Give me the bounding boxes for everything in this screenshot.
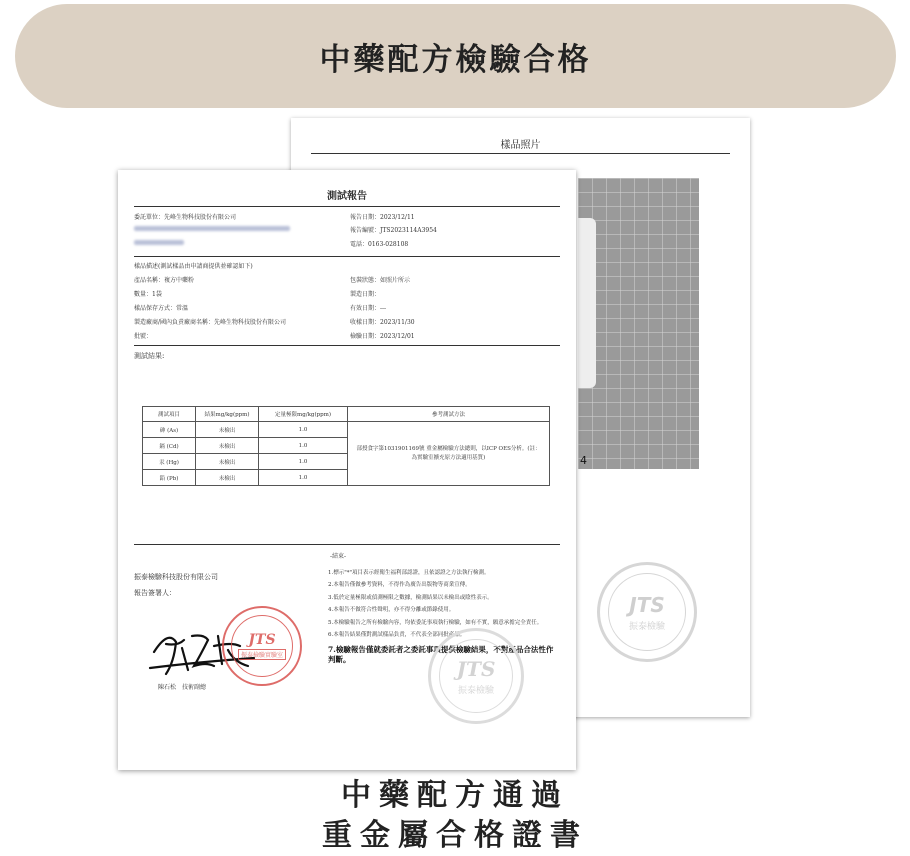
title-banner (15, 4, 896, 108)
column-header: 結果mg/kg(ppm) (196, 407, 259, 422)
batch-field: 批號： (134, 333, 153, 340)
result-value: 未檢出 (196, 438, 259, 454)
results-table (142, 406, 550, 486)
limit-value: 1.0 (259, 470, 348, 486)
tested-date-field: 檢驗日期：2023/12/01 (350, 333, 415, 340)
note-item: 1.標示"*"項目表示經衛生福利部認證，且依認證之方法執行檢測。 (328, 570, 490, 576)
result-value: 未檢出 (196, 470, 259, 486)
quantity-field: 數量：1袋 (134, 291, 162, 298)
divider (134, 206, 560, 207)
test-item: 砷 (As) (143, 422, 196, 438)
seal-ring (231, 615, 293, 677)
received-date-field: 收樣日期：2023/11/30 (350, 319, 415, 326)
storage-field: 樣品保存方式：常溫 (134, 305, 189, 312)
seal-ring (439, 639, 513, 713)
end-label: -結束- (330, 553, 347, 560)
photo-sheet-title: 樣品照片 (500, 140, 541, 151)
note-item: 2.本報告僅做參考資料，不得作為廣告出版物等商業宣傳。 (328, 582, 471, 589)
caption-line-1: 中藥配方通過 (341, 778, 569, 813)
divider (134, 544, 560, 545)
seal-ring (608, 573, 686, 651)
note-item: 4.本報告不做符合性聲明，亦不得分離或節錄使用。 (328, 607, 455, 614)
banner-title: 中藥配方檢驗合格 (319, 41, 592, 78)
seal-text: 振泰檢驗 (628, 621, 665, 632)
column-header: 測試項目 (143, 407, 196, 422)
table-row (143, 422, 550, 438)
redacted-address (134, 226, 290, 231)
test-method: 部授食字第1031901169號 重金屬檢驗方法總則，以ICP OES分析。(註：為實驗室擴充原方法適用基質) (348, 422, 550, 486)
note-item: 3.低於定量極限或偵測極限之數據，檢測結果以未檢出或陰性表示。 (328, 594, 493, 601)
mfg-date-field: 製造日期： (350, 291, 381, 298)
seal-logo: JTS (248, 632, 276, 648)
packaging-field: 包裝狀態：如照片所示 (350, 277, 411, 284)
report-date-field: 報告日期：2023/12/11 (350, 214, 415, 221)
result-value: 未檢出 (196, 422, 259, 438)
column-header: 定量極限mg/kg(ppm) (259, 407, 348, 422)
test-item: 鉛 (Pb) (143, 470, 196, 486)
sample-photo (578, 178, 699, 469)
bottom-caption (0, 776, 910, 856)
manufacturer-field: 製造廠商/國內負責廠商名稱：先峰生物科技股份有限公司 (134, 319, 287, 326)
client-field: 委託單位：先峰生物科技股份有限公司 (134, 214, 237, 221)
seal-logo: JTS (456, 656, 496, 681)
caption-line-2: 重金屬合格證書 (322, 818, 588, 853)
limit-value: 1.0 (259, 438, 348, 454)
lab-seal (222, 606, 302, 686)
note-item-highlight: 7.檢驗報告僅就委託者之委託事項提供檢驗結果，不對產品合法性作判斷。 (328, 644, 554, 665)
phone-field: 電話：0163-028108 (350, 241, 409, 248)
expiry-field: 有效日期：--- (350, 305, 387, 312)
test-item: 汞 (Hg) (143, 454, 196, 470)
signer-title: 陳石松 技術副總 (158, 684, 207, 691)
report-no-field: 報告編號：JTS2023114A3954 (350, 227, 437, 234)
product-name-field: 產品名稱：複方中藥粉 (134, 277, 195, 284)
seal-text: 振泰檢驗實驗室 (238, 649, 286, 660)
test-report-sheet (118, 170, 576, 770)
divider (134, 256, 560, 257)
redacted-contact (134, 240, 184, 245)
result-value: 未檢出 (196, 454, 259, 470)
watermark-seal (428, 628, 524, 724)
photo-tag: 4 (580, 454, 587, 467)
table-header-row (143, 407, 550, 422)
column-header: 參考測試方法 (348, 407, 550, 422)
sample-desc: 樣品描述(測試樣品由申請商提供並確認如下) (134, 263, 253, 270)
note-item: 6.本報告結果僅對測試樣品負責，不代表全部同批產品。 (328, 632, 466, 639)
seal-text: 振泰檢驗 (457, 685, 494, 696)
results-label: 測試結果: (134, 352, 165, 360)
limit-value: 1.0 (259, 454, 348, 470)
seal-logo: JTS (629, 592, 665, 617)
divider (134, 345, 560, 346)
note-item: 5.本檢驗報告之所有檢驗內容，均依委託事項執行檢驗，如有不實，願意承擔完全責任。 (328, 619, 543, 626)
report-title: 測試報告 (327, 191, 367, 202)
sample-bag (578, 218, 596, 388)
test-item: 鎘 (Cd) (143, 438, 196, 454)
signer-label: 報告簽署人： (134, 589, 176, 597)
watermark-seal (597, 562, 697, 662)
divider (311, 153, 730, 154)
lab-name: 振泰檢驗科技股份有限公司 (134, 573, 218, 581)
limit-value: 1.0 (259, 422, 348, 438)
